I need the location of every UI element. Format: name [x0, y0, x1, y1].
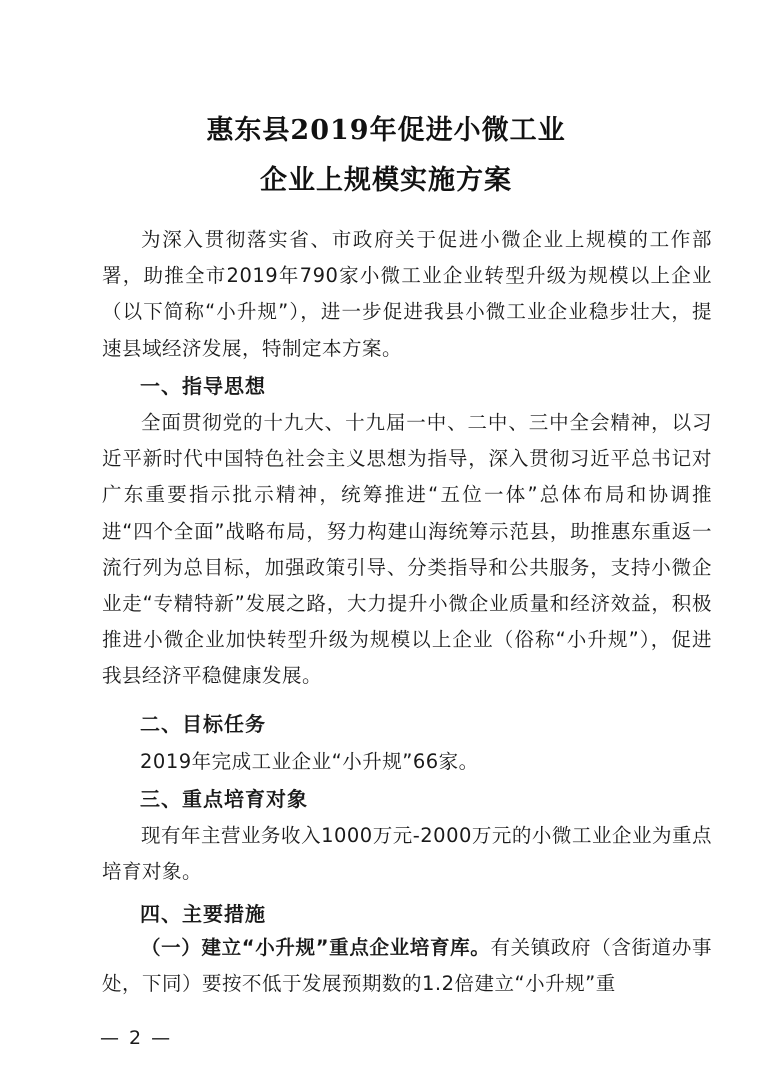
- section3-heading: 三、重点培育对象: [140, 787, 308, 811]
- section4-heading: 四、主要措施: [140, 902, 266, 926]
- section2-body: 2019年完成工业企业“小升规”66家。: [140, 750, 479, 773]
- section1-heading: 一、指导思想: [140, 374, 266, 398]
- page-number: — 2 —: [100, 1027, 173, 1049]
- document-title-line2: 企业上规模实施方案: [260, 165, 512, 196]
- section1-body: 全面贯彻党的十九大、十九届一中、二中、三中全会精神，以习近平新时代中国特色社会主义思想为指导，深入贯彻习近平总书记对广东重要指示批示精神，统筹推进“五位一体”总体布局和协调推进“四个全面”战略布局，努力构建山海统筹示范县，助推惠东重返一流行列为总目标，加强政策引导、分类指导和公共服务，支持小微企业走“专精特新”发展之路，大力提升小微企业质量和经济效益，积极推进小微企业加快转型升级为规模以上企业（俗称“小升规”），促进我县经济平稳健康发展。: [102, 411, 712, 688]
- section3-body: 现有年主营业务收入1000万元-2000万元的小微工业企业为重点培育对象。: [102, 824, 712, 884]
- document-title-line1: 惠东县2019年促进小微工业: [206, 115, 566, 146]
- measure1-paragraph: [102, 930, 712, 1002]
- intro-paragraph: 为深入贯彻落实省、市政府关于促进小微企业上规模的工作部署，助推全市2019年790家小微工业企业转型升级为规模以上企业（以下简称“小升规”），进一步促进我县小微工业企业稳步壮大，提速县域经济发展，特制定本方案。: [102, 228, 712, 360]
- section2-heading: 二、目标任务: [140, 712, 266, 736]
- measure1-body: 有关镇政府（含街道办事处，下同）要按不低于发展预期数的1.2倍建立“小升规”重: [102, 936, 712, 996]
- measure1-title: （一）建立“小升规”重点企业培育库。: [141, 936, 491, 959]
